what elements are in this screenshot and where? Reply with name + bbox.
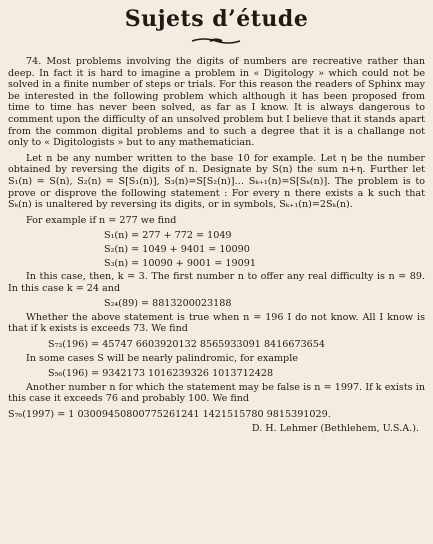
paragraph-case-89: In this case, then, k = 3. The first number n to offer any real difficulty is n = 89. In this case k = 24 and — [8, 271, 425, 294]
equation-s3: S₃(n) = 10090 + 9001 = 19091 — [104, 257, 256, 269]
equation-s56: S₅₆(196) = 9342173 1016239326 1013712428 — [48, 368, 274, 380]
equation-s24: S₂₄(89) = 8813200023188 — [104, 298, 232, 310]
equation-s76: S₇₆(1997) = 1 0300945080077526124​1 1421515780 9815391029. — [8, 409, 331, 421]
paragraph-case-1997: Another number n for which the statement may be false is n = 1997. If k exists in this case it exceeds 76 and probably 100. We find — [8, 381, 425, 405]
equation-s2: S₂(n) = 1049 + 9401 = 10090 — [104, 243, 250, 255]
article-body — [8, 56, 425, 438]
paragraph-palindromic: In some cases S will be nearly palindromic, for example — [26, 352, 298, 364]
paragraph-intro: 74. Most problems involving the digits of numbers are recreative rather than deep. In fact it is hard to imagine a problem in « Digitology » which could not be solved in a finite number of steps or trials. For this reason the readers of Sphinx may be interested in the following problem which although it has been proposed from time to time has never been solved, as far as I know. It is always dangerous to comment upon the difficulty of an unsolved problem but I believe that it stands apart from the common digital problems and to such a degree that it is a challange not only to « Digitologists » but to any mathematician. — [8, 56, 425, 149]
paragraph-example-intro: For example if n = 277 we find — [26, 214, 177, 226]
equation-s73: S₇₃(196) = 45747 6603920132 8565933091 8416673654 — [48, 339, 325, 351]
equation-s1: S₁(n) = 277 + 772 = 1049 — [104, 230, 232, 242]
paragraph-definition: Let n be any number written to the base 10 for example. Let η be the number obtained by reversing the digits of n. Designate by S(n) the sum n+η. Further let S₁(n) = S(n), S₂(n) = S[S₁(n)], S₃(n)=S[S₂(n)]… Sₖ₊₁(n)=S[Sₖ(n)]. The problem is to prove or disprove the following statement : For every n there exists a k such that Sₖ(n) is unaltered by reversing its digits, or in symbols, Sₖ₊₁(n)=2Sₖ(n). — [8, 152, 425, 211]
paragraph-case-196: Whether the above statement is true when n = 196 I do not know. All I know is that if k exists is exceeds 73. We find — [8, 311, 425, 335]
author-signature: D. H. Lehmer (Bethlehem, U.S.A.). — [251, 422, 419, 434]
page-title: Sujets d’étude — [124, 6, 309, 32]
ornament-divider — [190, 36, 242, 46]
